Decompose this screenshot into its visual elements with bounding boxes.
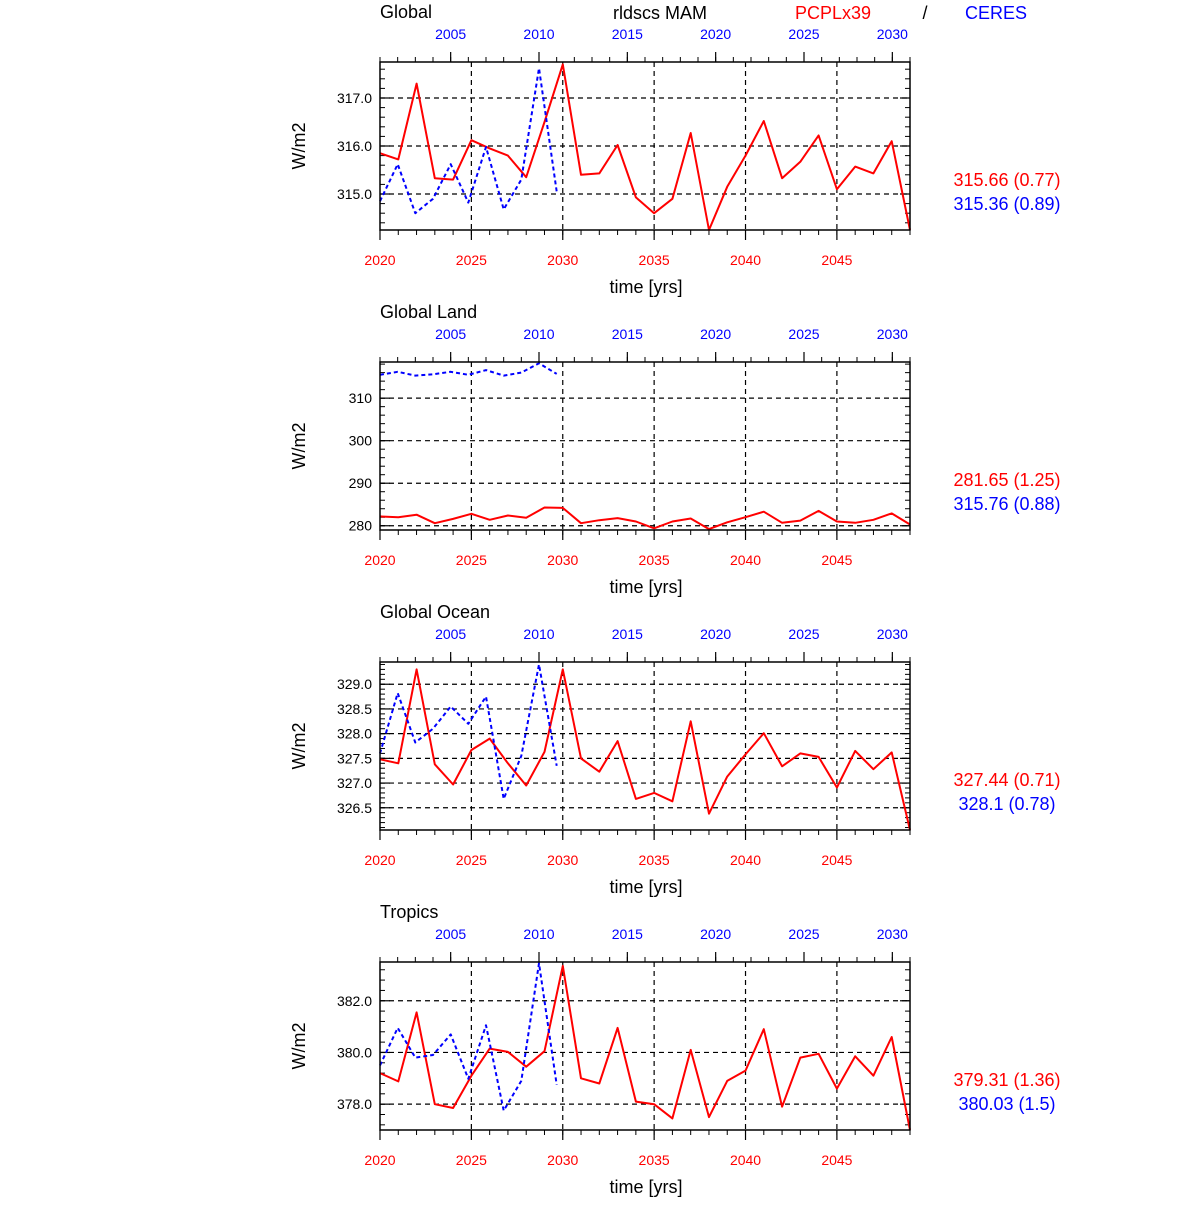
y-tick-label: 380.0	[336, 1044, 372, 1061]
x-tick-label-obs: 2020	[700, 326, 732, 342]
y-axis-label: W/m2	[289, 1022, 309, 1070]
stats-model: 327.44 (0.71)	[953, 770, 1061, 790]
series-line-model	[380, 64, 910, 230]
y-tick-label: 326.5	[336, 799, 372, 816]
x-tick-label-obs: 2030	[876, 626, 908, 642]
y-tick-label: 317.0	[336, 90, 372, 106]
x-tick-label-model: 2025	[455, 852, 487, 868]
x-tick-label-obs: 2010	[523, 926, 555, 942]
x-tick-label-obs: 2025	[788, 26, 820, 42]
plot-frame	[380, 962, 910, 1130]
x-tick-label-model: 2035	[638, 1152, 670, 1168]
x-tick-label-model: 2030	[547, 852, 579, 868]
separator-label: /	[922, 3, 928, 23]
y-tick-label: 329.0	[336, 676, 372, 693]
x-tick-label-obs: 2010	[523, 26, 555, 42]
stats-model: 379.31 (1.36)	[953, 1070, 1061, 1090]
x-tick-label-model: 2040	[729, 852, 762, 868]
y-tick-label: 316.0	[336, 138, 372, 154]
panel-1	[289, 302, 1061, 597]
stats-obs: 315.36 (0.89)	[953, 194, 1061, 214]
y-tick-label: 328.5	[336, 700, 372, 717]
x-tick-label-obs: 2015	[611, 626, 643, 642]
panel-title: Global	[380, 2, 433, 22]
x-tick-label-model: 2040	[729, 552, 762, 568]
x-axis-label: time [yrs]	[609, 1177, 683, 1197]
x-tick-label-model: 2020	[364, 552, 396, 568]
x-tick-label-obs: 2025	[788, 626, 820, 642]
x-tick-label-model: 2030	[547, 552, 579, 568]
stats-obs: 315.76 (0.88)	[953, 494, 1061, 514]
y-tick-label: 290	[348, 475, 372, 492]
x-tick-label-obs: 2010	[523, 626, 555, 642]
y-tick-label: 378.0	[336, 1096, 372, 1113]
variable-season-label: rldscs MAM	[613, 3, 707, 23]
x-tick-label-obs: 2015	[611, 326, 643, 342]
x-axis-label: time [yrs]	[609, 277, 683, 297]
y-axis-label: W/m2	[289, 422, 309, 470]
model-name-label: PCPLx39	[794, 3, 872, 23]
y-axis-label: W/m2	[289, 722, 309, 770]
plot-frame	[380, 362, 910, 530]
stats-obs: 328.1 (0.78)	[958, 794, 1056, 814]
obs-name-label: CERES	[964, 3, 1028, 23]
panel-2	[289, 602, 1061, 897]
x-tick-label-model: 2035	[638, 252, 670, 268]
x-tick-label-obs: 2030	[876, 26, 908, 42]
panel-title: Global Land	[380, 302, 478, 322]
x-tick-label-obs: 2025	[788, 926, 820, 942]
plot-frame	[380, 662, 910, 830]
x-tick-label-model: 2030	[547, 252, 579, 268]
y-tick-label: 300	[348, 432, 372, 449]
x-tick-label-model: 2030	[547, 1152, 579, 1168]
stats-model: 315.66 (0.77)	[953, 170, 1061, 190]
series-line-obs	[380, 363, 557, 375]
y-tick-label: 327.0	[336, 775, 372, 792]
x-tick-label-model: 2025	[455, 1152, 487, 1168]
series-line-obs	[380, 963, 557, 1110]
stats-model: 281.65 (1.25)	[953, 470, 1061, 490]
series-line-model	[380, 669, 910, 830]
panel-0	[289, 2, 1061, 297]
x-tick-label-obs: 2020	[700, 626, 732, 642]
x-tick-label-model: 2040	[729, 252, 762, 268]
x-tick-label-model: 2020	[364, 852, 396, 868]
x-tick-label-obs: 2030	[876, 326, 908, 342]
x-tick-label-model: 2045	[821, 252, 853, 268]
x-tick-label-obs: 2005	[435, 26, 467, 42]
x-tick-label-model: 2020	[364, 1152, 396, 1168]
x-tick-label-model: 2040	[729, 1152, 762, 1168]
x-tick-label-obs: 2025	[788, 326, 820, 342]
x-tick-label-model: 2045	[821, 1152, 853, 1168]
x-axis-label: time [yrs]	[609, 577, 683, 597]
x-tick-label-model: 2035	[638, 852, 670, 868]
y-tick-label: 328.0	[336, 725, 372, 742]
x-tick-label-model: 2025	[455, 552, 487, 568]
x-tick-label-obs: 2030	[876, 926, 908, 942]
y-tick-label: 280	[348, 517, 372, 534]
x-tick-label-obs: 2020	[700, 26, 732, 42]
x-tick-label-obs: 2005	[435, 326, 467, 342]
series-line-model	[380, 966, 910, 1130]
panel-3	[289, 902, 1061, 1197]
y-tick-label: 310	[348, 390, 372, 407]
x-tick-label-obs: 2015	[611, 926, 643, 942]
x-tick-label-model: 2035	[638, 552, 670, 568]
stats-obs: 380.03 (1.5)	[958, 1094, 1056, 1114]
panel-title: Tropics	[380, 902, 439, 922]
x-tick-label-obs: 2015	[611, 26, 643, 42]
y-axis-label: W/m2	[289, 122, 309, 170]
x-tick-label-obs: 2005	[435, 926, 467, 942]
panel-title: Global Ocean	[380, 602, 491, 622]
x-tick-label-model: 2020	[364, 252, 396, 268]
y-tick-label: 327.5	[336, 750, 372, 767]
x-tick-label-model: 2025	[455, 252, 487, 268]
x-tick-label-obs: 2010	[523, 326, 555, 342]
x-tick-label-obs: 2005	[435, 626, 467, 642]
y-tick-label: 315.0	[336, 186, 372, 202]
x-tick-label-model: 2045	[821, 852, 853, 868]
x-tick-label-obs: 2020	[700, 926, 732, 942]
x-axis-label: time [yrs]	[609, 877, 683, 897]
y-tick-label: 382.0	[336, 992, 372, 1009]
series-line-obs	[380, 68, 557, 213]
x-tick-label-model: 2045	[821, 552, 853, 568]
